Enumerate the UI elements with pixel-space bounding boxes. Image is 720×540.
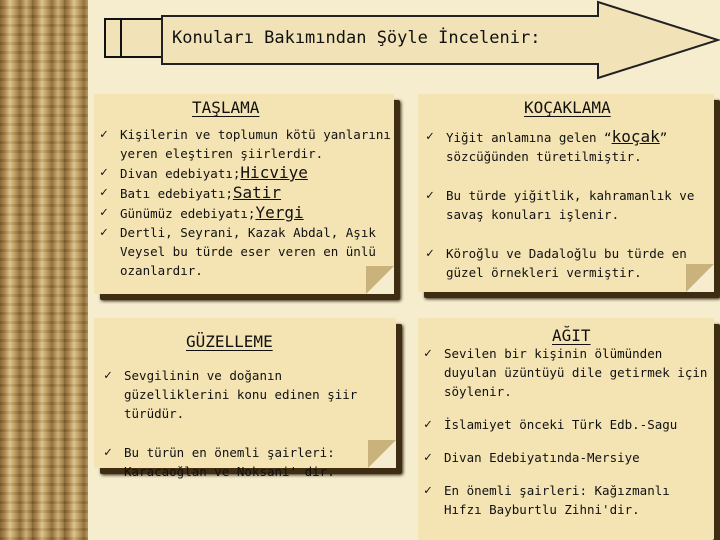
check-icon: ✓ (100, 165, 108, 180)
check-icon: ✓ (424, 483, 432, 498)
list-item: ✓ Bu türde yiğitlik, kahramanlık ve savaş konuları işlenir. (426, 188, 695, 222)
agit-heading: AĞIT (552, 326, 591, 345)
kocaklama-heading: KOÇAKLAMA (524, 98, 611, 117)
list-item: ✓ Günümüz edebiyatı;Yergi (100, 203, 304, 222)
check-icon: ✓ (426, 129, 434, 144)
check-icon: ✓ (424, 450, 432, 465)
list-item: ✓ Divan edebiyatı;Hicviye (100, 163, 308, 182)
taslama-list (100, 125, 392, 280)
list-item: ✓ Divan Edebiyatında-Mersiye (424, 450, 640, 465)
list-item: ✓ Bu türün en önemli şairleri: Karacaoğlan ve Noksani' dir. (104, 445, 335, 479)
check-icon: ✓ (104, 368, 112, 383)
check-icon: ✓ (424, 417, 432, 432)
list-item: ✓ Sevgilinin ve doğanın güzelliklerini konu edinen şiir türüdür. (104, 368, 358, 421)
list-item: ✓ Dertli, Seyrani, Kazak Abdal, Aşık Veysel bu türde eser veren en ünlü ozanlardır. (100, 225, 376, 278)
list-item: ✓ En önemli şairleri: Kağızmanlı Hıfzı Bayburtlu Zihni'dir. (424, 483, 670, 517)
list-item: ✓ Yiğit anlamına gelen “koçak” sözcüğünden türetilmiştir. (426, 127, 668, 164)
wood-panel (0, 0, 88, 540)
list-item: ✓ Sevilen bir kişinin ölümünden duyulan üzüntüyü dile getirmek için söylenir. (424, 346, 708, 399)
check-icon: ✓ (426, 188, 434, 203)
agit-list (424, 344, 714, 519)
check-icon: ✓ (104, 445, 112, 460)
check-icon: ✓ (100, 225, 108, 240)
list-item: ✓ Köroğlu ve Dadaloğlu bu türde en güzel örnekleri vermiştir. (426, 246, 687, 280)
taslama-heading: TAŞLAMA (192, 98, 260, 117)
list-item: ✓ İslamiyet önceki Türk Edb.-Sagu (424, 417, 678, 432)
guzelleme-heading: GÜZELLEME (186, 332, 273, 351)
slide-title: Konuları Bakımından Şöyle İncelenir: (172, 28, 541, 48)
check-icon: ✓ (426, 246, 434, 261)
kocaklama-list (426, 127, 710, 282)
check-icon: ✓ (100, 127, 108, 142)
check-icon: ✓ (100, 205, 108, 220)
guzelleme-list (104, 366, 390, 481)
check-icon: ✓ (100, 185, 108, 200)
list-item: ✓ Batı edebiyatı;Satir (100, 183, 282, 202)
list-item: ✓ Kişilerin ve toplumun kötü yanlarını yeren eleştiren şiirlerdir. (100, 127, 391, 161)
check-icon: ✓ (424, 346, 432, 361)
